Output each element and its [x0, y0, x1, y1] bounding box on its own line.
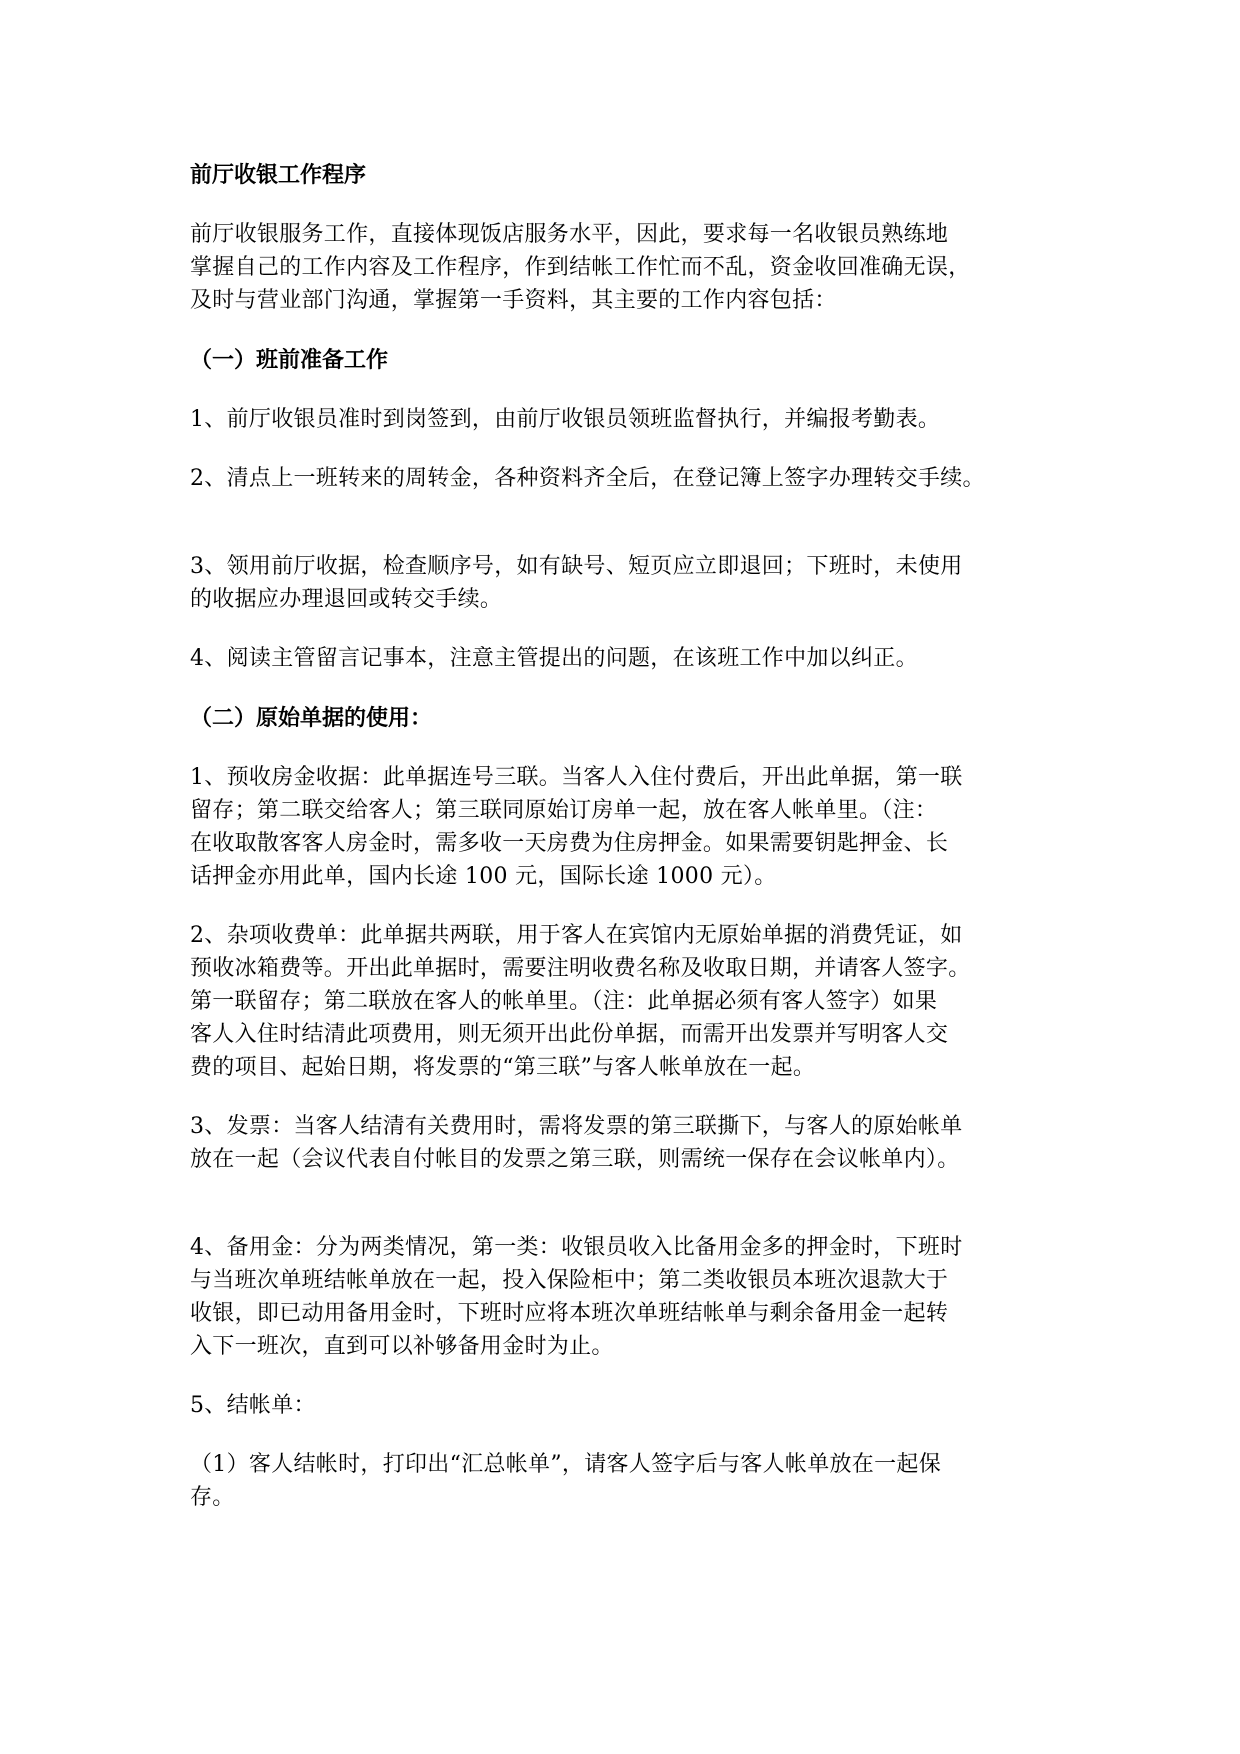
section-heading-original-documents: （二）原始单据的使用：	[190, 705, 433, 731]
paragraph-reserve-fund	[190, 1231, 1070, 1363]
paragraph-invoice	[190, 1110, 1070, 1176]
text-line: 4、备用金：分为两类情况，第一类：收银员收入比备用金多的押金时，下班时	[190, 1235, 963, 1260]
text-line: 前厅收银服务工作，直接体现饭店服务水平，因此，要求每一名收银员熟练地	[190, 222, 949, 247]
text-line: 及时与营业部门沟通，掌握第一手资料，其主要的工作内容包括：	[190, 288, 837, 313]
text-line: 3、发票：当客人结清有关费用时，需将发票的第三联撕下，与客人的原始帐单	[190, 1114, 963, 1139]
paragraph-deposit-receipt	[190, 761, 1070, 893]
text-line: 4、阅读主管留言记事本，注意主管提出的问题，在该班工作中加以纠正。	[190, 646, 918, 671]
intro-paragraph	[190, 218, 1070, 317]
document-title: 前厅收银工作程序	[190, 162, 367, 188]
paragraph-item-4	[190, 642, 1070, 675]
text-line: 收银，即已动用备用金时，下班时应将本班次单班结帐单与剩余备用金一起转	[190, 1301, 949, 1326]
paragraph-item-1	[190, 403, 1070, 436]
paragraph-item-3	[190, 550, 1070, 616]
text-line: 入下一班次，直到可以补够备用金时为止。	[190, 1334, 614, 1359]
text-line: 的收据应办理退回或转交手续。	[190, 587, 503, 612]
text-line: 1、预收房金收据：此单据连号三联。当客人入住付费后，开出此单据，第一联	[190, 765, 963, 790]
text-line: 留存；第二联交给客人；第三联同原始订房单一起，放在客人帐单里。（注：	[190, 798, 938, 823]
text-line: 2、清点上一班转来的周转金，各种资料齐全后，在登记簿上签字办理转交手续。	[190, 466, 985, 491]
text-line: 1、前厅收银员准时到岗签到，由前厅收银员领班监督执行，并编报考勤表。	[190, 407, 941, 432]
text-line: 预收冰箱费等。开出此单据时，需要注明收费名称及收取日期，并请客人签字。	[190, 956, 971, 981]
text-line: 2、杂项收费单：此单据共两联，用于客人在宾馆内无原始单据的消费凭证，如	[190, 923, 963, 948]
text-line: 费的项目、起始日期，将发票的“第三联”与客人帐单放在一起。	[190, 1055, 816, 1080]
text-line: 话押金亦用此单，国内长途 100 元，国际长途 1000 元）。	[190, 864, 777, 889]
paragraph-item-2	[190, 462, 1070, 495]
text-line: 掌握自己的工作内容及工作程序，作到结帐工作忙而不乱，资金收回准确无误，	[190, 255, 971, 280]
text-line: 存。	[190, 1485, 235, 1510]
text-line: 3、领用前厅收据，检查顺序号，如有缺号、短页应立即退回；下班时，未使用	[190, 554, 963, 579]
text-line: 放在一起（会议代表自付帐目的发票之第三联，则需统一保存在会议帐单内）。	[190, 1147, 960, 1172]
paragraph-bill	[190, 1389, 1070, 1422]
text-line: 客人入住时结清此项费用，则无须开出此份单据，而需开出发票并写明客人交	[190, 1022, 949, 1047]
text-line: （1）客人结帐时，打印出“汇总帐单”，请客人签字后与客人帐单放在一起保	[190, 1452, 941, 1477]
text-line: 第一联留存；第二联放在客人的帐单里。（注：此单据必须有客人签字）如果	[190, 989, 938, 1014]
paragraph-bill-sub-1	[190, 1448, 1070, 1514]
text-line: 5、结帐单：	[190, 1393, 316, 1418]
paragraph-misc-charge	[190, 919, 1070, 1084]
text-line: 与当班次单班结帐单放在一起，投入保险柜中；第二类收银员本班次退款大于	[190, 1268, 949, 1293]
document-page	[190, 158, 1070, 1540]
text-line: 在收取散客客人房金时，需多收一天房费为住房押金。如果需要钥匙押金、长	[190, 831, 949, 856]
section-heading-preparation: （一）班前准备工作	[190, 347, 389, 373]
